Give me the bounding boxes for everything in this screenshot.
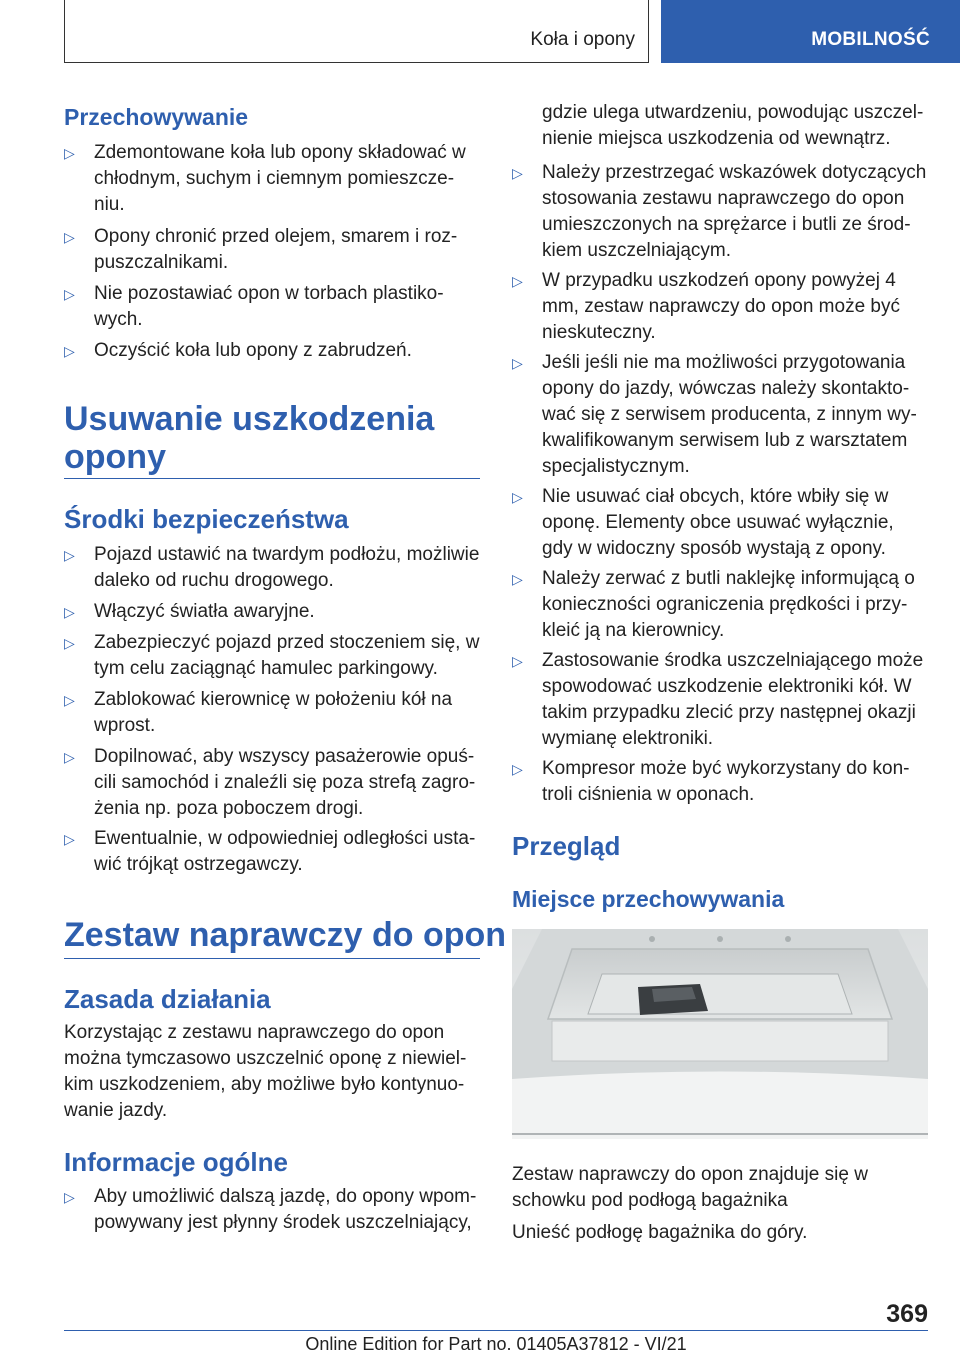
heading-storage: Przechowywanie — [64, 104, 249, 130]
header-chapter-title: MOBILNOŚĆ — [811, 29, 930, 50]
list-item: ▷ Zablokować kierownicę w położeniu kół na wprost. — [64, 689, 453, 736]
bullet-triangle-icon: ▷ — [512, 165, 523, 181]
list-item: ▷ Kompresor może być wykorzystany do kon-troli ciśnienia w oponach. — [512, 758, 910, 805]
bullet-triangle-icon: ▷ — [64, 286, 75, 302]
heading-overview: Przegląd — [512, 831, 621, 861]
principle-text: Korzystając z zestawu naprawczego do opon można tymczasowo uszczelnić oponę z niewiel-kim uszkodzeniem, aby możliwe było kontynuo-wanie jazdy. — [64, 1022, 467, 1121]
bullet-triangle-icon: ▷ — [64, 1189, 75, 1205]
list-item: ▷ Zdemontowane koła lub opony składować w chłodnym, suchym i ciemnym pomieszcze-niu. — [64, 142, 466, 215]
list-item: ▷ W przypadku uszkodzeń opony powyżej 4 mm, zestaw naprawczy do opon może być nieskuteczny. — [512, 270, 900, 343]
photo-caption: Zestaw naprawczy do opon znajduje się w schowku pod podłogą bagażnika — [512, 1164, 868, 1211]
header-section-title: Koła i opony — [530, 29, 635, 50]
bullet-triangle-icon: ▷ — [64, 635, 75, 651]
list-item: ▷ Nie pozostawiać opon w torbach plastiko-wych. — [64, 283, 444, 330]
page-number: 369 — [886, 1300, 928, 1328]
list-item: ▷ Jeśli jeśli nie ma możliwości przygotowania opony do jazdy, wówczas należy skontakto-wać się z serwisem producenta, z innym wy-kwalifikowanym serwisem lub z warsztatem specjalistycznym. — [512, 352, 917, 477]
bullet-triangle-icon: ▷ — [512, 273, 523, 289]
heading-safety: Środki bezpieczeństwa — [64, 504, 349, 534]
footer-divider — [64, 1330, 928, 1331]
list-item: ▷ Pojazd ustawić na twardym podłożu, możliwie daleko od ruchu drogowego. — [64, 544, 480, 591]
list-item: ▷ Ewentualnie, w odpowiedniej odległości usta-wić trójkąt ostrzegawczy. — [64, 828, 476, 875]
list-item: ▷ Zabezpieczyć pojazd przed stoczeniem się, w tym celu zaciągnąć hamulec parkingowy. — [64, 632, 480, 679]
heading-storage-location: Miejsce przechowywania — [512, 886, 785, 912]
section-divider — [64, 478, 480, 479]
bullet-triangle-icon: ▷ — [512, 761, 523, 777]
bullet-triangle-icon: ▷ — [64, 831, 75, 847]
list-item-continued: gdzie ulega utwardzeniu, powodując uszczel-nienie miejsca uszkodzenia od wewnątrz. — [542, 102, 924, 149]
bullet-triangle-icon: ▷ — [64, 229, 75, 245]
list-item: ▷ Włączyć światła awaryjne. — [64, 599, 480, 625]
heading-general-info: Informacje ogólne — [64, 1147, 288, 1177]
list-item: ▷ Zastosowanie środka uszczelniającego może spowodować uszkodzenie elektroniki kół. W takim przypadku zlecić przy następnej okazji wymianę elektroniki. — [512, 650, 924, 749]
list-item: ▷ Należy zerwać z butli naklejkę informującą o konieczności ograniczenia prędkości i przy-kleić ją na kierownicy. — [512, 568, 915, 641]
trunk-storage-photo — [512, 929, 928, 1139]
bullet-triangle-icon: ▷ — [64, 145, 75, 161]
footer-edition: Online Edition for Part no. 01405A37812 - VI/21 — [305, 1334, 687, 1354]
bullet-triangle-icon: ▷ — [64, 749, 75, 765]
bullet-triangle-icon: ▷ — [512, 571, 523, 587]
list-item: ▷ Opony chronić przed olejem, smarem i roz-puszczalnikami. — [64, 226, 458, 273]
heading-principle: Zasada działania — [64, 984, 271, 1014]
bullet-triangle-icon: ▷ — [512, 653, 523, 669]
bullet-triangle-icon: ▷ — [512, 489, 523, 505]
list-item: ▷ Oczyścić koła lub opony z zabrudzeń. — [64, 338, 480, 364]
bullet-triangle-icon: ▷ — [64, 343, 75, 359]
list-item: ▷ Dopilnować, aby wszyscy pasażerowie opuś-cili samochód i znaleźli się poza strefą zagro-żenia np. poza poboczem drogi. — [64, 746, 476, 819]
section-divider — [64, 958, 480, 959]
heading-repair-kit: Zestaw naprawczy do opon — [64, 916, 507, 954]
list-item: ▷ Nie usuwać ciał obcych, które wbiły się w oponę. Elementy obce usuwać wyłącznie, gdy w widoczny sposób wystają z opony. — [512, 486, 894, 559]
list-item: ▷ Aby umożliwić dalszą jazdę, do opony wpom-powywany jest płynny środek uszczelniający, — [64, 1186, 477, 1233]
instruction-text: Unieść podłogę bagażnika do góry. — [512, 1222, 808, 1243]
bullet-triangle-icon: ▷ — [64, 604, 75, 620]
heading-tire-repair: Usuwanie uszkodzenia opony — [64, 400, 435, 476]
list-item: ▷ Należy przestrzegać wskazówek dotyczących stosowania zestawu naprawczego do opon umieszczonych na sprężarce i butli ze środ-kiem uszczelniającym. — [512, 162, 927, 261]
bullet-triangle-icon: ▷ — [64, 692, 75, 708]
bullet-triangle-icon: ▷ — [64, 547, 75, 563]
bullet-triangle-icon: ▷ — [512, 355, 523, 371]
